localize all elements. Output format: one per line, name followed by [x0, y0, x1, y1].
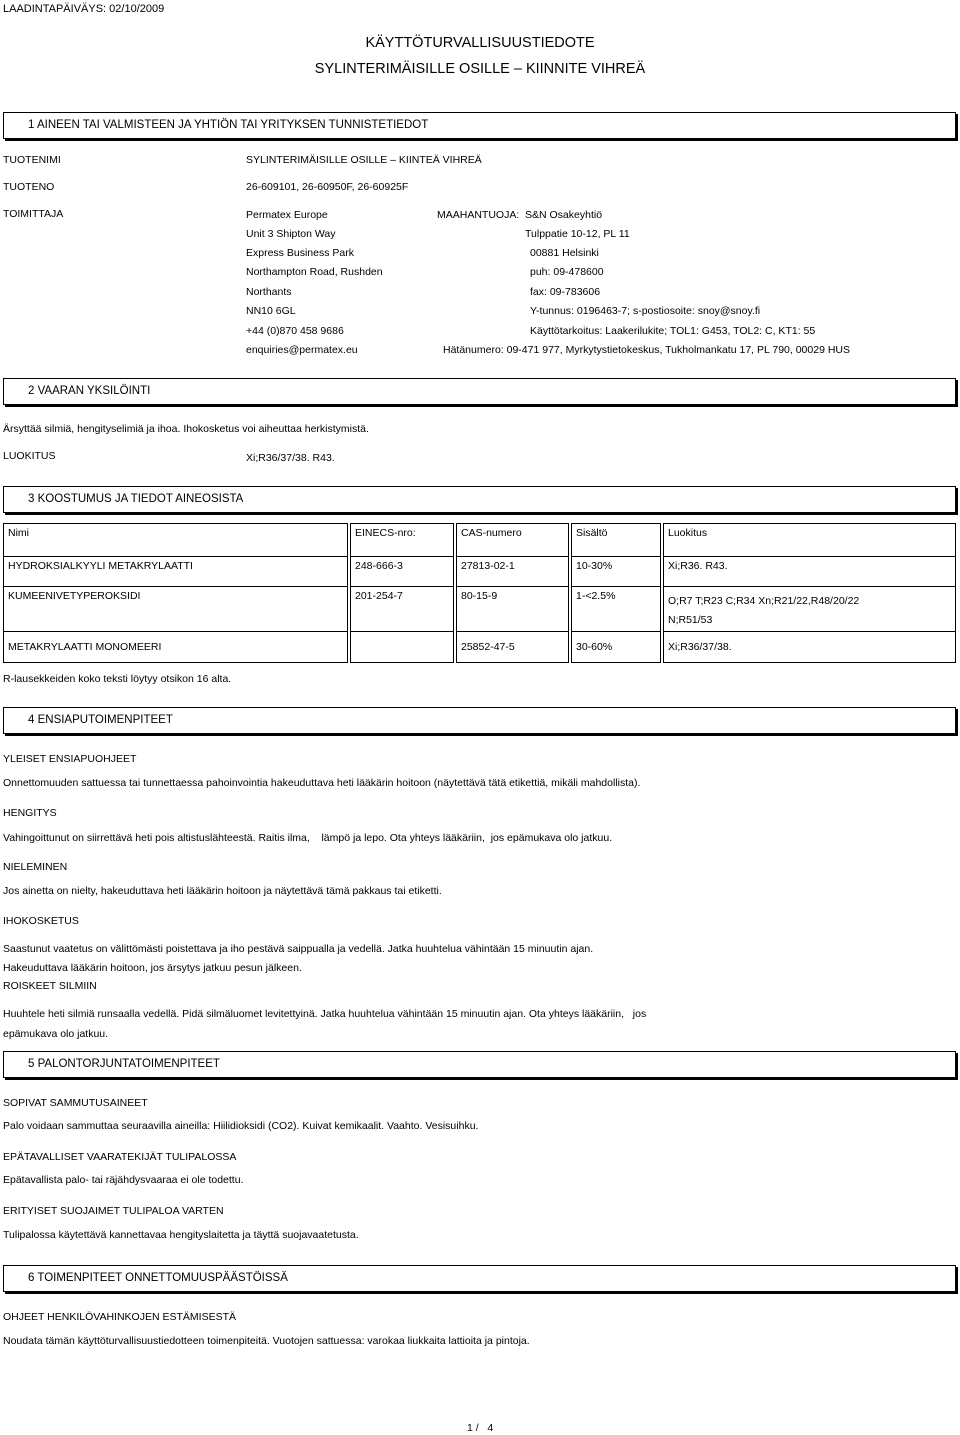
document-subtitle: SYLINTERIMÄISILLE OSILLE – KIINNITE VIHREÄ	[314, 61, 646, 77]
emergency-number: Hätänumero: 09-471 977, Myrkytystietokeskus, Tukholmankatu 17, PL 790, 00029 HUS	[443, 344, 850, 356]
subheading: IHOKOSKETUS	[3, 915, 79, 927]
supplier-line: Unit 3 Shipton Way	[246, 228, 336, 240]
product-name-label: TUOTENIMI	[3, 154, 61, 166]
column-header: CAS-numero	[456, 523, 569, 558]
page-number: 1 / 4	[467, 1422, 494, 1434]
table-cell: 10-30%	[571, 556, 661, 588]
table-cell	[663, 586, 956, 633]
importer-line: 00881 Helsinki	[530, 247, 599, 259]
table-cell: 248-666-3	[350, 556, 454, 588]
paragraph: Hakeuduttava lääkärin hoitoon, jos ärsytys jatkuu pesun jälkeen.	[3, 962, 302, 974]
column-header: Nimi	[3, 523, 348, 558]
section-2-heading: 2 VAARAN YKSILÖINTI	[3, 378, 956, 405]
product-number-value: 26-609101, 26-60950F, 26-60925F	[246, 181, 409, 193]
hazard-text: Ärsyttää silmiä, hengityselimiä ja ihoa. Ihokosketus voi aiheuttaa herkistymistä.	[3, 423, 369, 435]
subheading: SOPIVAT SAMMUTUSAINEET	[3, 1097, 148, 1109]
subheading: ERITYISET SUOJAIMET TULIPALOA VARTEN	[3, 1205, 224, 1217]
paragraph: Noudata tämän käyttöturvallisuustiedotteen toimenpiteitä. Vuotojen sattuessa: varokaa liukkaita lattioita ja pintoja.	[3, 1335, 530, 1347]
supplier-line: Northants	[246, 286, 292, 298]
product-name-value: SYLINTERIMÄISILLE OSILLE – KIINTEÄ VIHREÄ	[246, 154, 482, 166]
issue-date: LAADINTAPÄIVÄYS: 02/10/2009	[3, 3, 165, 15]
table-cell: HYDROKSIALKYYLI METAKRYLAATTI	[3, 556, 348, 588]
subheading: ROISKEET SILMIIN	[3, 980, 97, 992]
column-header: EINECS-nro:	[350, 523, 454, 558]
table-cell: 25852-47-5	[456, 631, 569, 663]
subheading: EPÄTAVALLISET VAARATEKIJÄT TULIPALOSSA	[3, 1151, 237, 1163]
classification-line: N;R51/53	[668, 613, 713, 626]
supplier-line: NN10 6GL	[246, 305, 296, 317]
importer-label: MAAHANTUOJA:	[437, 209, 520, 221]
classification-value: Xi;R36/37/38. R43.	[246, 452, 335, 464]
supplier-line: Permatex Europe	[246, 209, 328, 221]
supplier-label: TOIMITTAJA	[3, 208, 64, 220]
column-header: Sisältö	[571, 523, 661, 558]
paragraph: Epätavallista palo- tai räjähdysvaaraa ei ole todettu.	[3, 1174, 244, 1186]
supplier-line: +44 (0)870 458 9686	[246, 325, 344, 337]
paragraph: Onnettomuuden sattuessa tai tunnettaessa pahoinvointia hakeuduttava heti lääkärin hoitoon (näytettävä tätä etikettiä, mikäli mahdollista).	[3, 777, 641, 789]
paragraph: Tulipalossa käytettävä kannettavaa hengityslaitetta ja täyttä suojavaatetusta.	[3, 1229, 359, 1241]
table-cell: 1-<2.5%	[571, 586, 661, 633]
table-cell: Xi;R36. R43.	[663, 556, 956, 588]
paragraph: Palo voidaan sammuttaa seuraavilla aineilla: Hiilidioksidi (CO2). Kuivat kemikaalit. Vaahto. Vesisuihku.	[3, 1120, 479, 1132]
importer-line: fax: 09-783606	[530, 286, 601, 298]
supplier-line: Express Business Park	[246, 247, 354, 259]
paragraph: Saastunut vaatetus on välittömästi poistettava ja iho pestävä saippualla ja vedellä. Jatka huuhtelua vähintään 15 minuutin ajan.	[3, 943, 594, 955]
section-4-heading: 4 ENSIAPUTOIMENPITEET	[3, 707, 956, 734]
table-note: R-lausekkeiden koko teksti löytyy otsikon 16 alta.	[3, 673, 232, 685]
section-3-heading: 3 KOOSTUMUS JA TIEDOT AINEOSISTA	[3, 486, 956, 513]
section-5-heading: 5 PALONTORJUNTATOIMENPITEET	[3, 1051, 956, 1078]
paragraph: Vahingoittunut on siirrettävä heti pois altistuslähteestä. Raitis ilma, lämpö ja lepo. Ota yhteys lääkäriin, jos epämukava olo jatkuu.	[3, 832, 613, 844]
importer-name: S&N Osakeyhtiö	[525, 209, 603, 221]
section-1-heading: 1 AINEEN TAI VALMISTEEN JA YHTIÖN TAI YRITYKSEN TUNNISTETIEDOT	[3, 112, 956, 139]
table-cell: 30-60%	[571, 631, 661, 663]
paragraph: Huuhtele heti silmiä runsaalla vedellä. Pidä silmäluomet levitettyinä. Jatka huuhtelua vähintään 15 minuutin ajan. Ota yhteys lääkäriin, jos	[3, 1008, 647, 1020]
subheading: OHJEET HENKILÖVAHINKOJEN ESTÄMISESTÄ	[3, 1311, 236, 1323]
importer-line: puh: 09-478600	[530, 266, 604, 278]
classification-label: LUOKITUS	[3, 450, 56, 462]
paragraph: epämukava olo jatkuu.	[3, 1028, 109, 1040]
importer-line: Y-tunnus: 0196463-7; s-postiosoite: snoy@snoy.fi	[530, 305, 761, 317]
table-cell	[350, 631, 454, 663]
document-title: KÄYTTÖTURVALLISUUSTIEDOTE	[365, 35, 595, 51]
classification-line: O;R7 T;R23 C;R34 Xn;R21/22,R48/20/22	[668, 595, 860, 607]
section-6-heading: 6 TOIMENPITEET ONNETTOMUUSPÄÄSTÖISSÄ	[3, 1265, 956, 1292]
product-number-label: TUOTENO	[3, 181, 55, 193]
table-cell: 80-15-9	[456, 586, 569, 633]
table-cell: Xi;R36/37/38.	[663, 631, 956, 663]
paragraph: Jos ainetta on nielty, hakeuduttava heti lääkärin hoitoon ja näytettävä tämä pakkaus tai etiketti.	[3, 885, 442, 897]
subheading: YLEISET ENSIAPUOHJEET	[3, 753, 137, 765]
subheading: NIELEMINEN	[3, 861, 68, 873]
column-header: Luokitus	[663, 523, 956, 558]
importer-line: Tulppatie 10-12, PL 11	[525, 228, 630, 240]
table-cell: KUMEENIVETYPEROKSIDI	[3, 586, 348, 633]
table-cell: METAKRYLAATTI MONOMEERI	[3, 631, 348, 663]
importer-line: Käyttötarkoitus: Laakerilukite; TOL1: G453, TOL2: C, KT1: 55	[530, 325, 816, 337]
supplier-line: Northampton Road, Rushden	[246, 266, 383, 278]
table-cell: 27813-02-1	[456, 556, 569, 588]
subheading: HENGITYS	[3, 807, 57, 819]
table-cell: 201-254-7	[350, 586, 454, 633]
supplier-email: enquiries@permatex.eu	[246, 344, 358, 356]
